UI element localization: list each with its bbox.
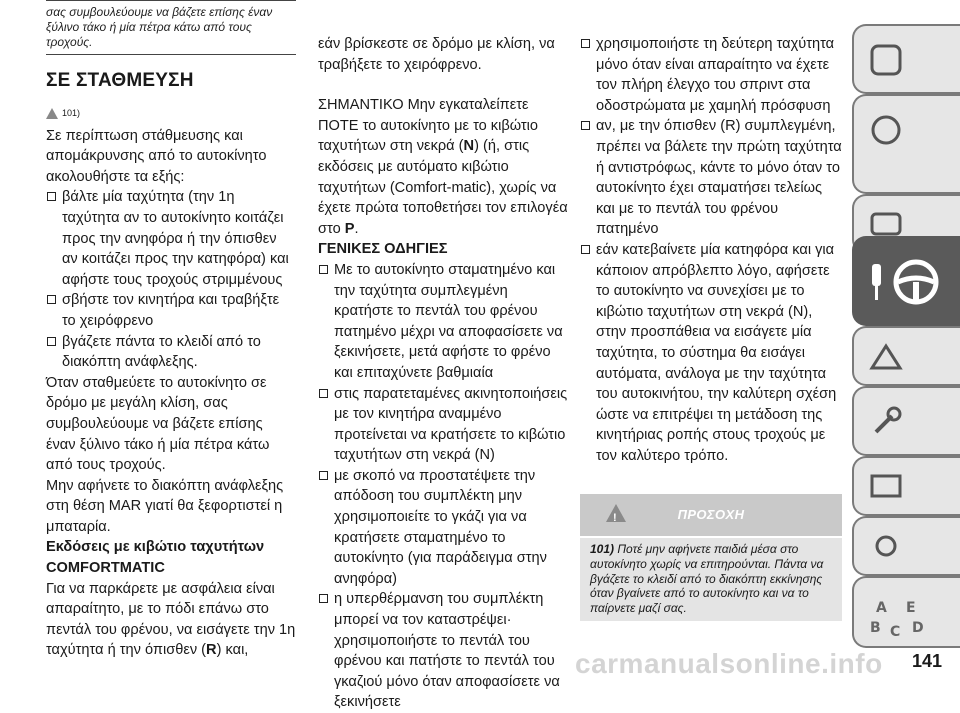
list-item-text: στις παρατεταμένες ακινητοποιήσεις με τον κινητήρα αναμμένο προτείνεται να κρατήσετε το κιβώτιο ταχυτήτων στη νεκρά (N) bbox=[334, 385, 568, 464]
tab-maintenance[interactable] bbox=[852, 386, 960, 456]
tab-starting-driving[interactable] bbox=[852, 236, 960, 326]
list-item-text: βγάζετε πάντα το κλειδί από το διακόπτη ανάφλεξης. bbox=[62, 333, 261, 371]
important-note bbox=[318, 95, 568, 239]
watermark: carmanualsonline.info bbox=[575, 648, 883, 679]
checkbox-bullet-icon bbox=[581, 245, 590, 254]
text-run: Για να παρκάρετε με ασφάλεια είναι απαραίτητο, με το πόδι επάνω στο πεντάλ του φρένου, να εισάγετε την 1η ταχύτητα ή την όπισθεν ( bbox=[46, 580, 296, 659]
text-run: . bbox=[354, 220, 359, 237]
subheading: Εκδόσεις με κιβώτιο ταχυτήτων COMFORTMATIC bbox=[46, 539, 265, 577]
tab-car-info[interactable] bbox=[852, 24, 960, 94]
warning-ref-number: 101) bbox=[62, 108, 81, 118]
text-run: ΣΗΜΑΝΤΙΚΟ Μην εγκαταλείπετε ΠΟΤΕ το αυτοκίνητο με το κιβώτιο ταχυτήτων στη νεκρά ( bbox=[318, 97, 539, 155]
gear-label: N bbox=[463, 138, 475, 155]
list-item bbox=[46, 290, 296, 331]
checkbox-bullet-icon bbox=[47, 337, 56, 346]
paragraph: Όταν σταθμεύετε το αυτοκίνητο σε δρόμο με μεγάλη κλίση, σας συμβουλεύουμε να βάζετε επίσης έναν ξύλινο τάκο ή μία πέτρα κάτω από τους τροχούς. bbox=[46, 374, 270, 474]
checkbox-bullet-icon bbox=[47, 192, 56, 201]
svg-text:E: E bbox=[906, 600, 916, 616]
column-2 bbox=[318, 34, 568, 713]
page-number: 141 bbox=[911, 651, 942, 671]
column-1 bbox=[46, 0, 296, 661]
caution-header bbox=[580, 494, 842, 536]
paragraph: εάν βρίσκεστε σε δρόμο με κλίση, να τραβήξετε το χειρόφρενο. bbox=[318, 36, 555, 73]
list-item-text: η υπερθέρμανση του συμπλέκτη μπορεί να τον καταστρέψει· χρησιμοποιήστε το πεντάλ του φρένου και πατήστε το πεντάλ του γκαζιού μόνο όταν αποφασίσετε να ξεκινήσετε bbox=[334, 591, 560, 711]
car-info-icon bbox=[866, 40, 906, 80]
warning-triangle-icon bbox=[606, 504, 626, 522]
dashboard-icon bbox=[866, 110, 906, 150]
list-item bbox=[46, 332, 296, 373]
continued-note: σας συμβουλεύουμε να βάζετε επίσης έναν ξύλινο τάκο ή μία πέτρα κάτω από τους τροχούς. bbox=[46, 0, 296, 55]
list-item-text: χρησιμοποιήστε τη δεύτερη ταχύτητα μόνο όταν είναι απαραίτητο να έχετε τον πλήρη έλεγχο του σπριντ στα οδοστρώματα με χαμηλή πρόσφυση bbox=[596, 36, 835, 114]
gear-label: P bbox=[344, 220, 355, 237]
tab-dashboard[interactable] bbox=[852, 94, 960, 194]
tab-emergency[interactable] bbox=[852, 326, 960, 386]
column-3 bbox=[580, 34, 842, 621]
list-item-text: σβήστε τον κινητήρα και τραβήξτε το χειρόφρενο bbox=[62, 292, 280, 329]
caution-number: 101) bbox=[590, 542, 615, 557]
caution-box bbox=[580, 494, 842, 621]
caution-text: Ποτέ μην αφήνετε παιδιά μέσα στο αυτοκίνητο χωρίς να επιτηρούνται. Πάντα να βγάζετε το κλειδί από το διακόπτη εκκίνησης όταν βγαίνετε από το αυτοκίνητο και να το παίρνετε μαζί σας. bbox=[590, 542, 824, 615]
general-instructions-heading: ΓΕΝΙΚΕΣ ΟΔΗΓΙΕΣ bbox=[318, 241, 448, 258]
paragraph: Μην αφήνετε το διακόπτη ανάφλεξης στη θέση MAR γιατί θα ξεφορτιστεί η μπαταρία. bbox=[46, 477, 284, 535]
text-run: ) και, bbox=[216, 642, 249, 659]
checkbox-bullet-icon bbox=[319, 389, 328, 398]
intro-paragraph: Σε περίπτωση στάθμευσης και απομάκρυνσης από το αυτοκίνητο ακολουθήστε τα εξής: bbox=[46, 127, 267, 185]
checkbox-bullet-icon bbox=[319, 265, 328, 274]
list-item-text: εάν κατεβαίνετε μία κατηφόρα και για κάποιον απρόβλεπτο λόγο, αφήσετε το αυτοκίνητο να συνεχίσει με το κιβώτιο ταχυτήτων στη νεκρά (N), στην προσπάθεια να εισάγετε μία ταχύτητα, το σύστημα θα εισάγει αυτόματα, ανάλογα με την ταχύτητα του αυτοκινήτου, την καλύτερη σχέση ώστε να επιτρέψει τη μετάδοση της κινητήριας ροπής στους τροχούς με τον καλύτερο τρόπο. bbox=[596, 241, 837, 464]
svg-text:B: B bbox=[870, 620, 881, 636]
specs-icon bbox=[866, 472, 906, 502]
tab-technical-data[interactable] bbox=[852, 456, 960, 516]
list-item bbox=[580, 116, 842, 240]
section-title: ΣΕ ΣΤΑΘΜΕΥΣΗ bbox=[46, 70, 194, 91]
checkbox-bullet-icon bbox=[47, 295, 56, 304]
warning-triangle-icon bbox=[46, 108, 58, 119]
paragraph bbox=[46, 579, 296, 661]
warning-reference bbox=[46, 103, 296, 124]
svg-text:D: D bbox=[912, 620, 924, 636]
list-item bbox=[318, 589, 568, 713]
text-run: ) (ή, στις εκδόσεις με αυτόματο κιβώτιο ταχυτήτων (Comfort-matic), χωρίς να έχετε πρώτα τοποθετήσει τον επιλογέα στο bbox=[318, 138, 568, 237]
tab-index[interactable] bbox=[852, 576, 960, 648]
list-item bbox=[318, 384, 568, 466]
warning-icon bbox=[866, 342, 906, 372]
caution-body bbox=[580, 536, 842, 621]
caution-title: ΠΡΟΣΟΧΗ bbox=[677, 507, 745, 523]
list-item bbox=[46, 187, 296, 290]
list-item-text: Με το αυτοκίνητο σταματημένο και την ταχύτητα συμπλεγμένη κρατήστε το πεντάλ του φρένου πατημένο μέχρι να αποφασίσετε να ξεκινήσετε, μετά αφήστε το φρένο και επιταχύνετε βαθμιαία bbox=[334, 261, 563, 381]
checkbox-bullet-icon bbox=[319, 594, 328, 603]
svg-text:C: C bbox=[890, 624, 901, 640]
media-icon bbox=[866, 532, 906, 562]
list-item bbox=[318, 260, 568, 384]
list-item-text: με σκοπό να προστατέψετε την απόδοση του συμπλέκτη μην χρησιμοποιείτε το γκάζι για να κρατήσετε σταματημένο το αυτοκίνητο (για παράδειγμα στην ανηφόρα) bbox=[334, 467, 547, 587]
checkbox-bullet-icon bbox=[581, 39, 590, 48]
checkbox-bullet-icon bbox=[581, 121, 590, 130]
list-item bbox=[580, 34, 842, 116]
list-item-text: αν, με την όπισθεν (R) συμπλεγμένη, πρέπει να βάλετε την πρώτη ταχύτητα ή αντιστρόφως, κάντε το μόνο όταν το αυτοκίνητο έχει σταματήσει τελείως και με το πεντάλ του φρένου πατημένο bbox=[596, 118, 842, 238]
list-item-text: βάλτε μία ταχύτητα (την 1η ταχύτητα αν το αυτοκίνητο κοιτάζει προς την ανηφόρα ή την όπισθεν αν κοιτάζει προς την κατηφόρα) και αφήστε τους τροχούς στριμμένους bbox=[62, 189, 289, 288]
tab-multimedia[interactable] bbox=[852, 516, 960, 576]
svg-text:A: A bbox=[876, 600, 887, 616]
checkbox-bullet-icon bbox=[319, 471, 328, 480]
list-item bbox=[318, 466, 568, 590]
list-item bbox=[580, 240, 842, 467]
key-steering-icon bbox=[866, 252, 950, 312]
gear-label: R bbox=[206, 642, 217, 659]
wrench-icon bbox=[866, 402, 906, 442]
index-icon bbox=[866, 592, 936, 640]
